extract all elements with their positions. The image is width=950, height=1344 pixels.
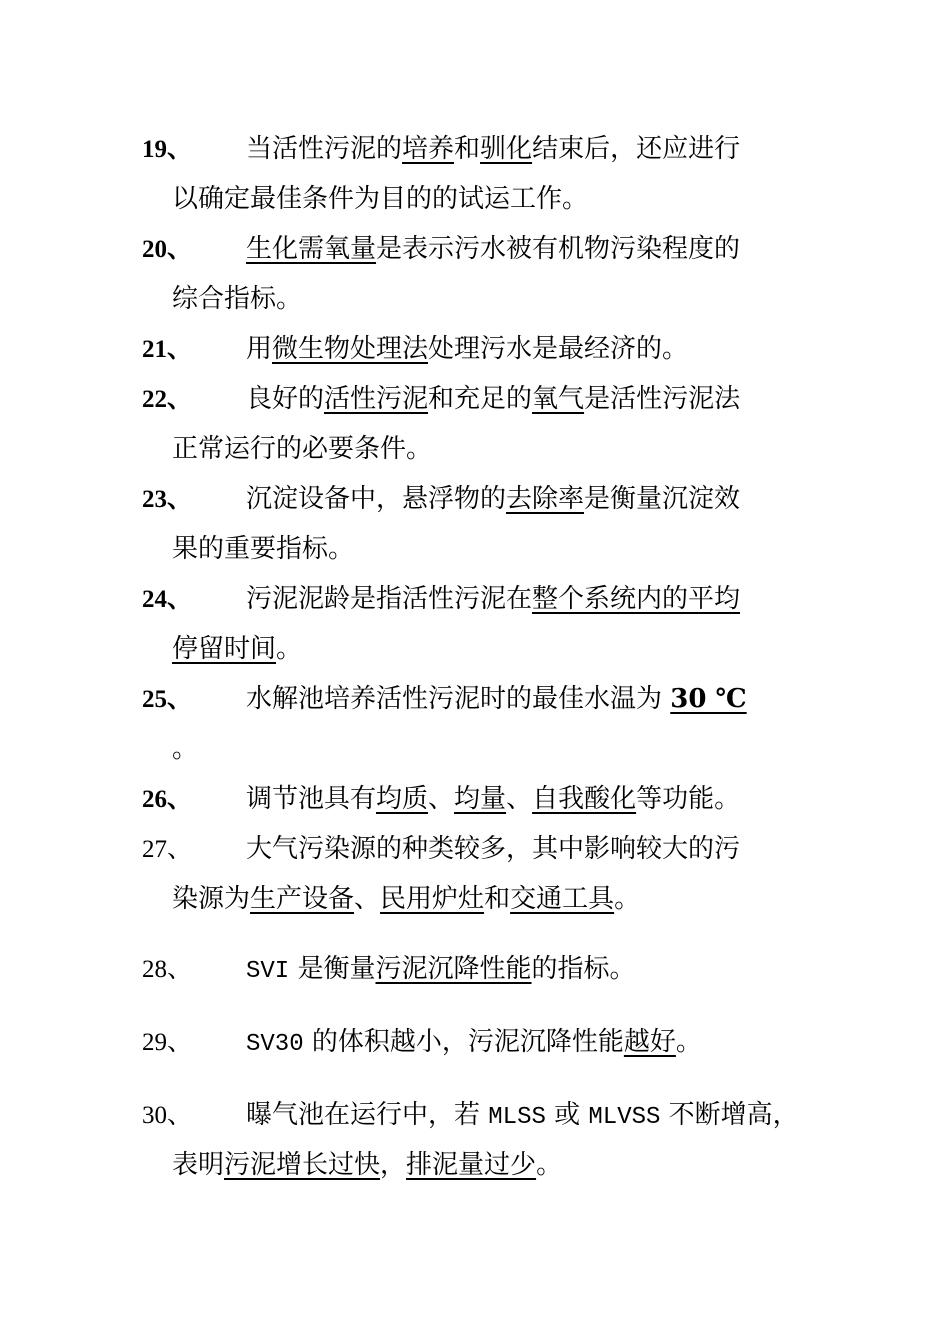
text-segment: 处理污水是最经济的。 — [428, 334, 689, 364]
question-29 — [142, 1017, 810, 1067]
answer-blank: 活性污泥 — [324, 384, 429, 414]
text-segment: SVI — [246, 958, 290, 985]
item-line — [142, 1090, 810, 1140]
item-line — [142, 724, 810, 774]
answer-blank: 去除率 — [506, 484, 585, 514]
item-text — [142, 424, 432, 474]
text-segment: 和 — [454, 134, 481, 164]
answer-blank: 微生物处理法 — [272, 334, 429, 364]
text-segment: 不断增高， — [660, 1100, 799, 1130]
item-text — [142, 874, 640, 924]
item-text — [246, 1017, 702, 1070]
answer-blank: 培养 — [402, 134, 455, 164]
answer-blank: 生产设备 — [250, 884, 355, 914]
text-segment: 等功能。 — [636, 784, 741, 814]
answer-blank: 均质 — [376, 784, 429, 814]
question-26 — [142, 774, 810, 824]
item-line — [142, 174, 810, 224]
item-text — [246, 324, 688, 374]
text-segment: 当活性污泥的 — [246, 134, 403, 164]
text-segment: 、 — [354, 884, 381, 914]
item-line — [142, 624, 810, 674]
item-number: 21、 — [142, 336, 193, 363]
text-segment: 。 — [675, 1027, 702, 1057]
question-21 — [142, 324, 810, 374]
answer-blank: 污泥沉降性能 — [375, 954, 532, 984]
question-30 — [142, 1090, 810, 1190]
text-segment: 调节池具有 — [246, 784, 377, 814]
text-segment: 大气污染源的种类较多，其中影响较大的污 — [246, 834, 741, 864]
item-line — [142, 224, 810, 274]
item-text — [246, 1090, 799, 1143]
item-number: 27、 — [142, 836, 193, 863]
text-segment: 水解池培养活性污泥时的最佳水温为 — [246, 684, 671, 714]
item-line — [142, 674, 810, 724]
item-text — [246, 374, 740, 424]
answer-blank: 越好 — [623, 1027, 676, 1057]
answer-blank: 驯化 — [480, 134, 533, 164]
item-number: 28、 — [142, 956, 193, 983]
answer-blank: 停留时间 — [172, 634, 277, 664]
text-segment: 以确定最佳条件为目的的试运工作。 — [172, 184, 589, 214]
answer-blank: 污泥增长过快 — [224, 1150, 381, 1180]
text-segment: 是衡量沉淀效 — [584, 484, 741, 514]
item-text — [246, 944, 636, 997]
item-line — [142, 574, 810, 624]
text-segment: 、 — [506, 784, 533, 814]
item-text — [142, 724, 198, 774]
item-number: 23、 — [142, 486, 193, 513]
text-segment: 表明 — [172, 1150, 225, 1180]
answer-blank: 生化需氧量 — [246, 234, 377, 264]
text-segment: 。 — [536, 1150, 563, 1180]
text-segment: 的体积越小，污泥沉降性能 — [303, 1027, 624, 1057]
item-line — [142, 474, 810, 524]
text-segment: ， — [380, 1150, 407, 1180]
text-segment: 或 — [545, 1100, 589, 1130]
answer-blank: 交通工具 — [510, 884, 615, 914]
text-segment: 的指标。 — [531, 954, 636, 984]
answer-blank: 30 ℃ — [670, 684, 747, 714]
item-text — [246, 824, 740, 874]
item-number: 20、 — [142, 236, 193, 263]
item-text — [246, 674, 747, 724]
item-number: 24、 — [142, 586, 193, 613]
item-number: 30、 — [142, 1102, 193, 1129]
item-text — [246, 124, 740, 174]
item-line — [142, 1140, 810, 1190]
item-line — [142, 124, 810, 174]
item-text — [142, 624, 302, 674]
item-line — [142, 524, 810, 574]
item-text — [142, 1140, 562, 1190]
text-segment: 结束后，还应进行 — [532, 134, 741, 164]
answer-blank: 整个系统内的平均 — [532, 584, 741, 614]
item-number: 22、 — [142, 386, 193, 413]
item-text — [142, 274, 302, 324]
answer-blank: 民用炉灶 — [380, 884, 485, 914]
question-23 — [142, 474, 810, 574]
text-segment: 沉淀设备中，悬浮物的 — [246, 484, 507, 514]
item-text — [246, 224, 740, 274]
answer-blank: 均量 — [454, 784, 507, 814]
text-segment: 。 — [276, 634, 303, 664]
text-segment: 是衡量 — [289, 954, 376, 984]
item-number: 19、 — [142, 136, 193, 163]
text-segment: 。 — [614, 884, 641, 914]
text-segment: 和充足的 — [428, 384, 533, 414]
item-number: 25、 — [142, 686, 193, 713]
item-line — [142, 824, 810, 874]
item-line — [142, 274, 810, 324]
text-segment: 、 — [428, 784, 455, 814]
question-27 — [142, 824, 810, 924]
item-text — [142, 524, 354, 574]
item-line — [142, 774, 810, 824]
text-segment: MLSS — [488, 1104, 546, 1131]
text-segment: 良好的 — [246, 384, 325, 414]
item-line — [142, 324, 810, 374]
item-text — [246, 474, 740, 524]
text-segment: 果的重要指标。 — [172, 534, 355, 564]
item-line — [142, 424, 810, 474]
item-text — [142, 174, 588, 224]
text-segment: 曝气池在运行中，若 — [246, 1100, 489, 1130]
item-number: 26、 — [142, 786, 193, 813]
item-number: 29、 — [142, 1029, 193, 1056]
question-25 — [142, 674, 810, 774]
answer-blank: 氧气 — [532, 384, 585, 414]
text-segment: 和 — [484, 884, 511, 914]
question-19 — [142, 124, 810, 224]
text-segment: 是活性污泥法 — [584, 384, 741, 414]
question-20 — [142, 224, 810, 324]
question-28 — [142, 944, 810, 994]
text-segment: SV30 — [246, 1031, 304, 1058]
text-segment: 染源为 — [172, 884, 251, 914]
text-segment: 污泥泥龄是指活性污泥在 — [246, 584, 533, 614]
answer-blank: 排泥量过少 — [406, 1150, 537, 1180]
text-segment: 是表示污水被有机物污染程度的 — [376, 234, 741, 264]
text-segment: 用 — [246, 334, 273, 364]
item-text — [246, 774, 740, 824]
question-24 — [142, 574, 810, 674]
item-line — [142, 874, 810, 924]
text-segment: 。 — [172, 734, 199, 764]
text-segment: 正常运行的必要条件。 — [172, 434, 433, 464]
text-segment: MLVSS — [588, 1104, 661, 1131]
text-segment: 综合指标。 — [172, 284, 303, 314]
question-22 — [142, 374, 810, 474]
item-text — [246, 574, 740, 624]
item-line — [142, 1017, 810, 1067]
item-line — [142, 944, 810, 994]
answer-blank: 自我酸化 — [532, 784, 637, 814]
item-line — [142, 374, 810, 424]
